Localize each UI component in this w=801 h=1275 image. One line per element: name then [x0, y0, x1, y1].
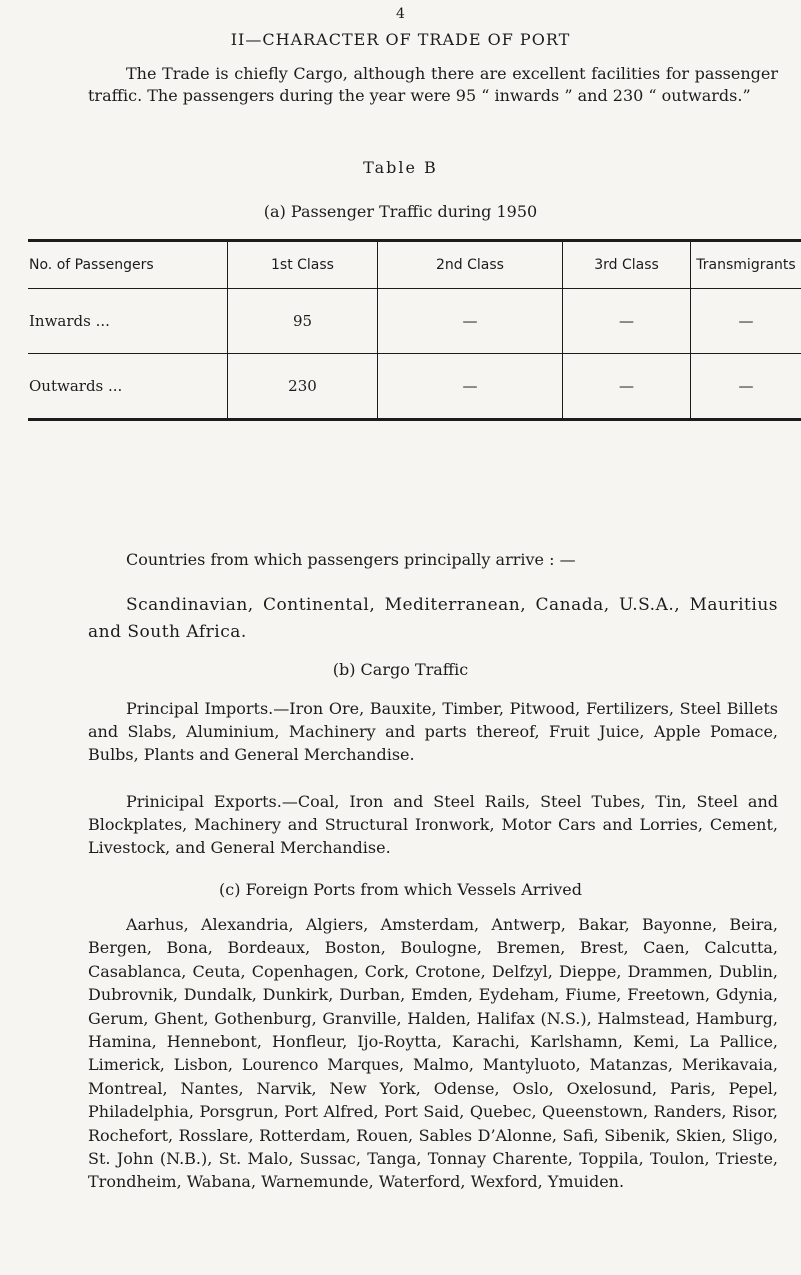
principal-imports-text: Principal Imports.—Iron Ore, Bauxite, Timber, Pitwood, Fertilizers, Steel Billets and Slabs, Aluminium, Machinery and parts thereof, Fruit Juice, Apple Pomace, Bulbs, Plants and General Merchandise. [88, 699, 778, 764]
section-title: II—CHARACTER OF TRADE OF PORT [230, 30, 571, 49]
header-2nd-class: 2nd Class [378, 241, 563, 289]
table-header-row [28, 241, 801, 289]
cell-1st-class: 95 [228, 289, 378, 354]
principal-imports-paragraph [88, 697, 778, 766]
table-label: Table B [363, 158, 438, 177]
header-transmigrants: Transmigrants [691, 241, 801, 289]
cell-3rd-class: — [563, 354, 691, 420]
table-row [28, 289, 801, 354]
principal-exports-paragraph [88, 790, 778, 859]
foreign-ports-text: Aarhus, Alexandria, Algiers, Amsterdam, Antwerp, Bakar, Bayonne, Beira, Bergen, Bona, Bordeaux, Boston, Boulogne, Bremen, Brest, Caen, Calcutta, Casablanca, Ceuta, Copenhagen, Cork, Crotone, Delfzyl, Dieppe, Drammen, Dublin, Dubrovnik, Dundalk, Dunkirk, Durban, Emden, Eydeham, Fiume, Freetown, Gdynia, Gerum, Ghent, Gothenburg, Granville, Halden, Halifax (N.S.), Halmstead, Hamburg, Hamina, Hennebont, Honfleur, Ijo-Roytta, Karachi, Karlshamn, Kemi, La Pallice, Limerick, Lisbon, Lourenco Marques, Malmo, Mantyluoto, Matanzas, Merikavaia, Montreal, Nantes, Narvik, New York, Odense, Oslo, Oxelosund, Paris, Pepel, Philadelphia, Porsgrun, Port Alfred, Port Said, Quebec, Queenstown, Randers, Risor, Rochefort, Rosslare, Rotterdam, Rouen, Sables D’Alonne, Safi, Sibenik, Skien, Sligo, St. John (N.B.), St. Malo, Sussac, Tanga, Tonnay Charente, Toppila, Toulon, Trieste, Trondheim, Wabana, Warnemunde, Waterford, Wexford, Ymuiden. [88, 915, 778, 1192]
page-number: 4 [396, 6, 405, 22]
cell-2nd-class: — [378, 289, 563, 354]
cell-transmigrants: — [691, 289, 801, 354]
countries-list-text: Scandinavian, Continental, Mediterranean, Canada, U.S.A., Mauritius and South Africa. [88, 595, 778, 642]
subheading-cargo-traffic: (b) Cargo Traffic [332, 660, 469, 679]
countries-intro: Countries from which passengers principally arrive : — [126, 550, 576, 569]
foreign-ports-paragraph [88, 913, 778, 1194]
intro-paragraph [88, 63, 778, 107]
row-label-inwards: Inwards ... [28, 289, 228, 354]
cell-3rd-class: — [563, 289, 691, 354]
row-label-outwards: Outwards ... [28, 354, 228, 420]
header-1st-class: 1st Class [228, 241, 378, 289]
header-3rd-class: 3rd Class [563, 241, 691, 289]
passenger-traffic-table [28, 239, 801, 421]
principal-exports-text: Prinicipal Exports.—Coal, Iron and Steel Rails, Steel Tubes, Tin, Steel and Blockplates, Machinery and Structural Ironwork, Motor Cars and Lorries, Cement, Livestock, and General Merchandise. [88, 792, 778, 857]
cell-transmigrants: — [691, 354, 801, 420]
cell-1st-class: 230 [228, 354, 378, 420]
table-row [28, 354, 801, 420]
countries-list [88, 592, 778, 646]
intro-text: The Trade is chiefly Cargo, although there are excellent facilities for passenger traffic. The passengers during the year were 95 “ inwards ” and 230 “ outwards.” [88, 64, 778, 105]
header-no-of-passengers: No. of Passengers [28, 241, 228, 289]
subheading-passenger-traffic: (a) Passenger Traffic during 1950 [263, 202, 538, 221]
subheading-foreign-ports: (c) Foreign Ports from which Vessels Arrived [219, 880, 582, 899]
cell-2nd-class: — [378, 354, 563, 420]
